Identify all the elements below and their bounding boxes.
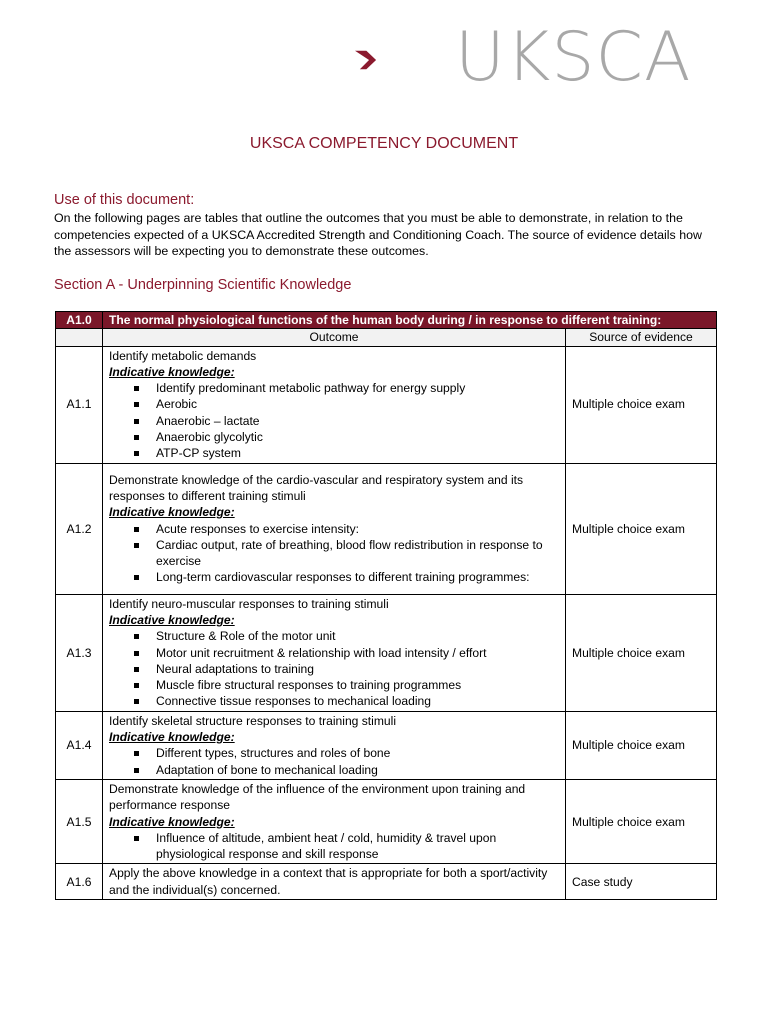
list-item: Muscle fibre structural responses to training programmes bbox=[156, 677, 559, 693]
page-title: UKSCA COMPETENCY DOCUMENT bbox=[249, 135, 519, 152]
knowledge-list bbox=[109, 521, 559, 586]
indicative-knowledge-label: Indicative knowledge: bbox=[109, 612, 235, 627]
indicative-knowledge-label: Indicative knowledge: bbox=[109, 730, 235, 745]
outcome-text: Identify neuro-muscular responses to training stimuli bbox=[109, 596, 389, 611]
table-row bbox=[56, 779, 717, 863]
row-code: A1.1 bbox=[56, 346, 103, 463]
list-item: Neural adaptations to training bbox=[156, 661, 559, 677]
uksca-logo-wordmark: UKSCA bbox=[455, 18, 692, 97]
table-heading: The normal physiological functions of the human body during / in response to different training: bbox=[103, 312, 717, 329]
row-outcome bbox=[103, 594, 566, 711]
list-item: Different types, structures and roles of bone bbox=[156, 745, 559, 761]
list-item: Anaerobic glycolytic bbox=[156, 429, 559, 445]
section-heading: Section A - Underpinning Scientific Knowledge bbox=[54, 277, 352, 293]
list-item: Adaptation of bone to mechanical loading bbox=[156, 762, 559, 778]
table-header-row bbox=[56, 312, 717, 329]
list-item: Cardiac output, rate of breathing, blood flow redistribution in response to exercise bbox=[156, 537, 559, 570]
row-outcome bbox=[103, 779, 566, 863]
row-code: A1.3 bbox=[56, 594, 103, 711]
outcome-text: Demonstrate knowledge of the influence of the environment upon training and performance response bbox=[109, 781, 526, 813]
row-source: Multiple choice exam bbox=[566, 346, 717, 463]
row-source: Multiple choice exam bbox=[566, 594, 717, 711]
uksca-logo-chevron bbox=[355, 24, 455, 96]
row-source: Case study bbox=[566, 864, 717, 900]
row-source: Multiple choice exam bbox=[566, 779, 717, 863]
knowledge-list bbox=[109, 628, 559, 709]
intro-paragraph: On the following pages are tables that outline the outcomes that you must be able to demonstrate, in relation to the competencies expected of a UKSCA Accredited Strength and Conditioning Coach. The source of evidence details how the assessors will be expecting you to demonstrate these outcomes. bbox=[54, 211, 702, 258]
table-row bbox=[56, 463, 717, 594]
use-of-document-heading: Use of this document: bbox=[54, 192, 195, 208]
list-item: Identify predominant metabolic pathway for energy supply bbox=[156, 380, 559, 396]
row-code: A1.4 bbox=[56, 711, 103, 779]
knowledge-list bbox=[109, 380, 559, 461]
row-outcome bbox=[103, 463, 566, 594]
outcome-text: Apply the above knowledge in a context that is appropriate for both a sport/activity and the individual(s) concerned. bbox=[109, 866, 548, 897]
table-row bbox=[56, 711, 717, 779]
list-item: Motor unit recruitment & relationship with load intensity / effort bbox=[156, 645, 559, 661]
row-code: A1.5 bbox=[56, 779, 103, 863]
outcome-text: Identify metabolic demands bbox=[109, 348, 257, 363]
table-row bbox=[56, 594, 717, 711]
row-source: Multiple choice exam bbox=[566, 463, 717, 594]
knowledge-list bbox=[109, 830, 559, 863]
indicative-knowledge-label: Indicative knowledge: bbox=[109, 814, 235, 829]
knowledge-list bbox=[109, 745, 559, 778]
table-code: A1.0 bbox=[56, 312, 103, 329]
row-source: Multiple choice exam bbox=[566, 711, 717, 779]
indicative-knowledge-label: Indicative knowledge: bbox=[109, 505, 235, 520]
list-item: Acute responses to exercise intensity: bbox=[156, 521, 559, 537]
row-outcome bbox=[103, 711, 566, 779]
column-header-row bbox=[56, 329, 717, 346]
outcome-text: Demonstrate knowledge of the cardio-vascular and respiratory system and its responses to different training stimuli bbox=[109, 472, 524, 503]
list-item: Connective tissue responses to mechanical loading bbox=[156, 693, 559, 709]
indicative-knowledge-label: Indicative knowledge: bbox=[109, 364, 235, 379]
row-code: A1.6 bbox=[56, 864, 103, 900]
list-item: Anaerobic – lactate bbox=[156, 413, 559, 429]
list-item: Structure & Role of the motor unit bbox=[156, 628, 559, 644]
list-item: Influence of altitude, ambient heat / cold, humidity & travel upon physiological response and skill response bbox=[156, 830, 559, 863]
competency-table bbox=[55, 311, 717, 900]
outcome-text: Identify skeletal structure responses to training stimuli bbox=[109, 713, 397, 728]
row-code: A1.2 bbox=[56, 463, 103, 594]
list-item: Aerobic bbox=[156, 396, 559, 412]
row-outcome bbox=[103, 346, 566, 463]
table-row bbox=[56, 346, 717, 463]
table-row bbox=[56, 864, 717, 900]
row-outcome bbox=[103, 864, 566, 900]
source-column-header: Source of evidence bbox=[566, 329, 717, 346]
list-item: ATP-CP system bbox=[156, 445, 559, 461]
list-item: Long-term cardiovascular responses to different training programmes: bbox=[156, 569, 559, 585]
outcome-column-header: Outcome bbox=[103, 329, 566, 346]
